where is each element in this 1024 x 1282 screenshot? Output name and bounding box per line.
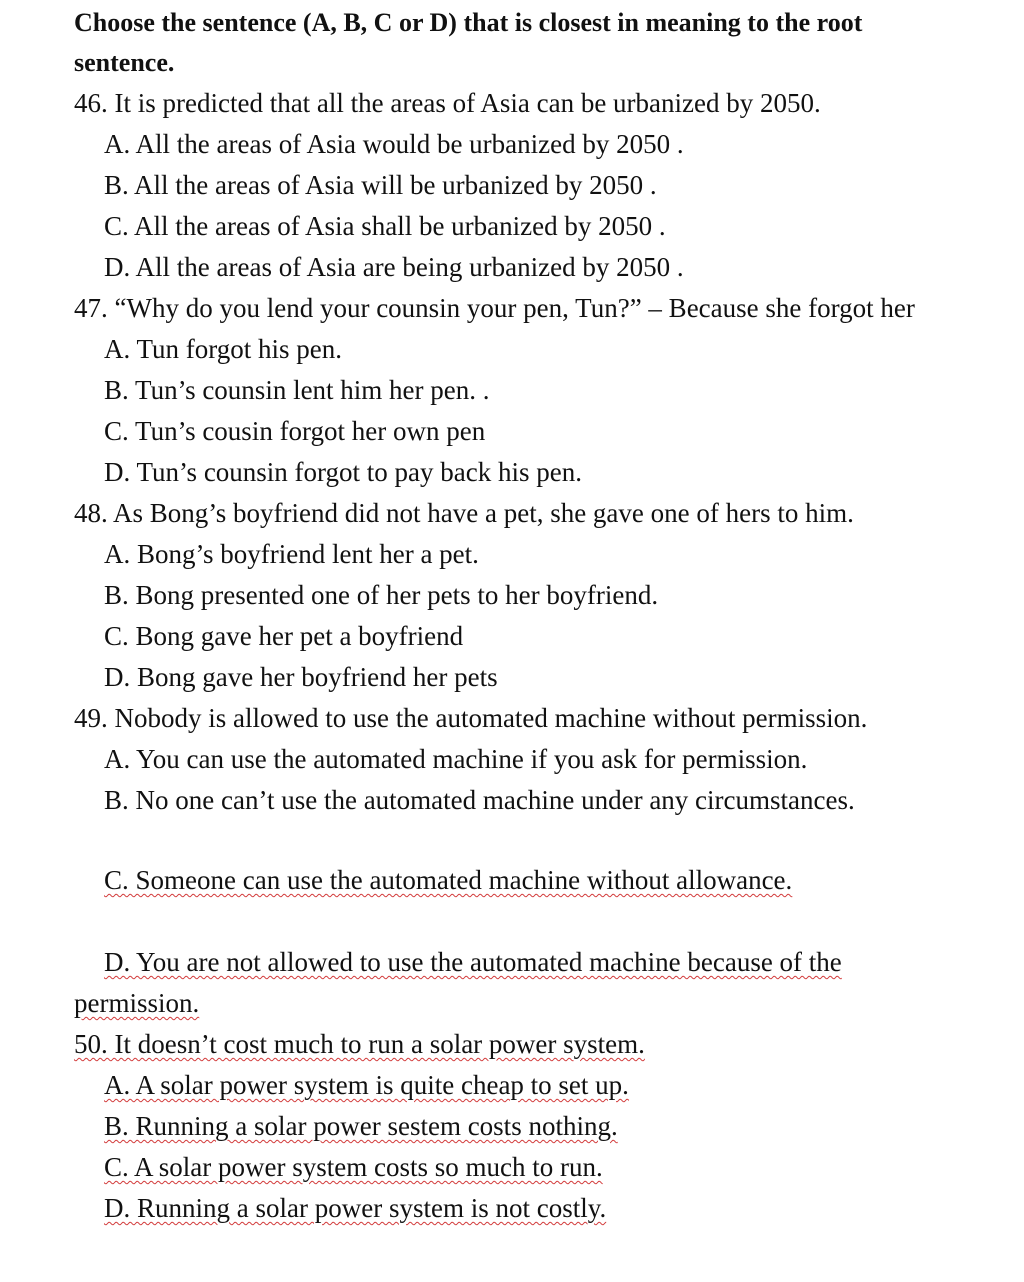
question-47-option-d: D. Tun’s counsin forgot to pay back his pen. [104, 457, 582, 487]
question-48-option-a: A. Bong’s boyfriend lent her a pet. [104, 539, 479, 569]
question-49-option-c: C. Someone can use the automated machine without allowance. [104, 865, 793, 895]
question-47-option-b: B. Tun’s counsin lent him her pen. . [104, 375, 490, 405]
question-47-option-a: A. Tun forgot his pen. [104, 334, 343, 364]
instruction-line-2: sentence. [74, 48, 175, 77]
question-50-stem: 50. It doesn’t cost much to run a solar power system. [74, 1029, 645, 1059]
question-46-option-c: C. All the areas of Asia shall be urbanized by 2050 . [104, 211, 666, 241]
instruction-line-1: Choose the sentence (A, B, C or D) that is closest in meaning to the root [74, 8, 863, 37]
question-50-option-d: D. Running a solar power system is not costly. [104, 1193, 607, 1223]
question-49-stem: 49. Nobody is allowed to use the automated machine without permission. [74, 703, 868, 733]
question-46-stem: 46. It is predicted that all the areas of Asia can be urbanized by 2050. [74, 88, 821, 118]
question-50-option-a: A. A solar power system is quite cheap to set up. [104, 1070, 629, 1100]
question-48-option-c: C. Bong gave her pet a boyfriend [104, 621, 464, 651]
question-50-option-c: C. A solar power system costs so much to run. [104, 1152, 603, 1182]
question-47-stem: 47. “Why do you lend your counsin your pen, Tun?” – Because she forgot her [74, 293, 915, 323]
question-49-option-d: D. You are not allowed to use the automated machine because of the [104, 947, 842, 977]
question-49-option-a: A. You can use the automated machine if you ask for permission. [104, 744, 808, 774]
question-49-option-b: B. No one can’t use the automated machine under any circumstances. [104, 785, 855, 815]
question-46-option-b: B. All the areas of Asia will be urbanized by 2050 . [104, 170, 657, 200]
question-48-stem: 48. As Bong’s boyfriend did not have a pet, she gave one of hers to him. [74, 498, 854, 528]
question-48-option-d: D. Bong gave her boyfriend her pets [104, 662, 498, 692]
question-48-option-b: B. Bong presented one of her pets to her boyfriend. [104, 580, 659, 610]
question-49-option-d-continuation: permission. [74, 988, 200, 1018]
question-50-option-b: B. Running a solar power sestem costs nothing. [104, 1111, 618, 1141]
question-47-option-c: C. Tun’s cousin forgot her own pen [104, 416, 486, 446]
question-46-option-d: D. All the areas of Asia are being urbanized by 2050 . [104, 252, 684, 282]
question-46-option-a: A. All the areas of Asia would be urbanized by 2050 . [104, 129, 684, 159]
